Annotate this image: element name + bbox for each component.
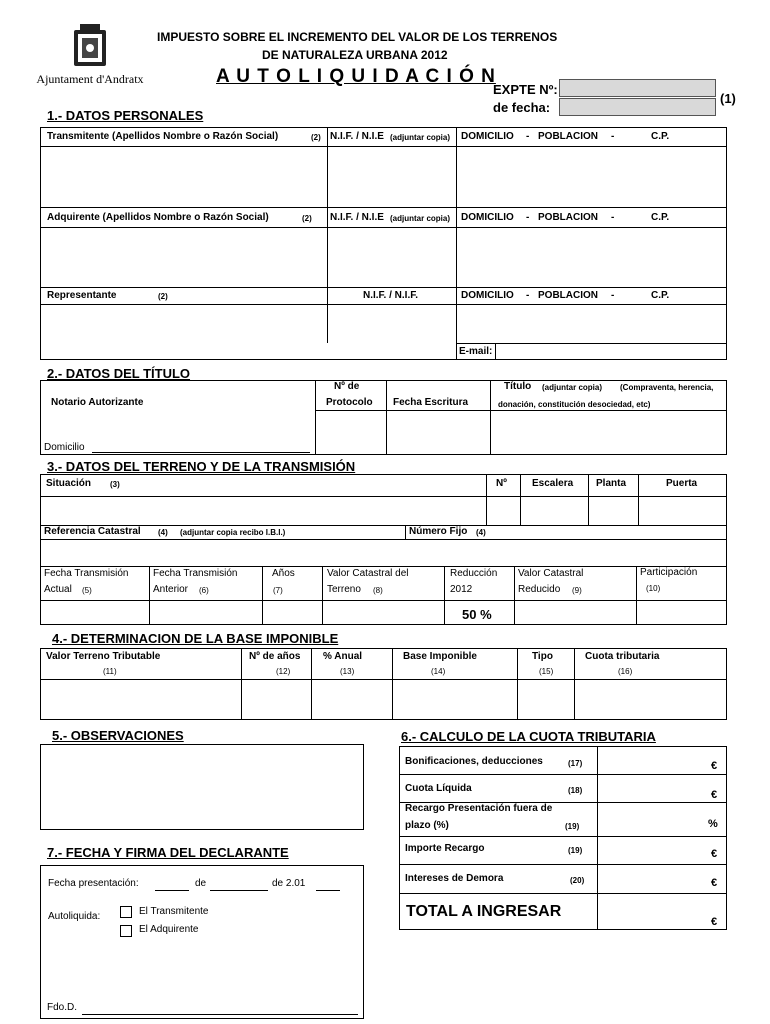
situacion-label: Situación bbox=[46, 478, 92, 489]
expte-label: EXPTE Nº: bbox=[493, 82, 558, 97]
bonificaciones-mark: (17) bbox=[568, 759, 583, 768]
cuota-tributaria-mark: (16) bbox=[618, 667, 633, 676]
intereses-mark: (20) bbox=[570, 876, 585, 885]
tipo-mark: (15) bbox=[539, 667, 554, 676]
transmitente-adjuntar: (adjuntar copia) bbox=[390, 133, 451, 142]
valor-terreno-label: Valor Terreno Tributable bbox=[46, 651, 161, 662]
pct-anual-field[interactable] bbox=[312, 680, 391, 719]
dash: - bbox=[526, 212, 530, 223]
protocolo-field[interactable] bbox=[316, 411, 385, 454]
dash: - bbox=[526, 131, 530, 142]
fecha-escritura-label: Fecha Escritura bbox=[393, 397, 469, 408]
titulo-label: Título bbox=[504, 381, 532, 392]
situacion-mark: (3) bbox=[110, 480, 120, 489]
participacion-mark: (10) bbox=[646, 584, 661, 593]
representante-name-field[interactable] bbox=[41, 305, 326, 342]
fecha-field[interactable] bbox=[559, 98, 716, 116]
adquirente-label: Adquirente (Apellidos Nombre o Razón Social) bbox=[47, 212, 269, 223]
transmitente-domicilio: DOMICILIO bbox=[461, 131, 514, 142]
n-anos-label: Nº de años bbox=[249, 651, 301, 662]
numero-label: Nº bbox=[496, 478, 507, 489]
puerta-field[interactable] bbox=[639, 497, 726, 525]
transmitente-label: Transmitente (Apellidos Nombre o Razón Social) bbox=[47, 131, 279, 142]
cuota-liquida-mark: (18) bbox=[568, 786, 583, 795]
participacion-label: Participación bbox=[640, 567, 698, 578]
domicilio-notario-line[interactable] bbox=[92, 452, 310, 453]
protocolo-label: Protocolo bbox=[326, 397, 373, 408]
total-label: TOTAL A INGRESAR bbox=[406, 903, 562, 920]
adquirente-checkbox[interactable] bbox=[120, 925, 132, 937]
valor-reducido-label1: Valor Catastral bbox=[518, 568, 584, 579]
escalera-label: Escalera bbox=[532, 478, 574, 489]
adquirente-domicilio-field[interactable] bbox=[457, 228, 726, 286]
logo bbox=[30, 20, 150, 90]
planta-label: Planta bbox=[596, 478, 627, 489]
adquirente-checkbox-label: El Adquirente bbox=[139, 924, 199, 935]
n-anos-mark: (12) bbox=[276, 667, 291, 676]
transmitente-checkbox-label: El Transmitente bbox=[139, 906, 209, 917]
fecha-actual-label1: Fecha Transmisión bbox=[44, 568, 129, 579]
adquirente-nif-field[interactable] bbox=[328, 228, 455, 286]
bonificaciones-label: Bonificaciones, deducciones bbox=[405, 756, 543, 767]
adquirente-mark: (2) bbox=[302, 214, 312, 223]
section3-title: 3.- DATOS DEL TERRENO Y DE LA TRANSMISIÓN bbox=[47, 459, 356, 474]
bonificaciones-euro: € bbox=[711, 760, 718, 772]
valor-catastral-label2: Terreno bbox=[327, 584, 361, 595]
section6-title: 6.- CALCULO DE LA CUOTA TRIBUTARIA bbox=[401, 729, 656, 744]
notario-label: Notario Autorizante bbox=[51, 397, 144, 408]
transmitente-domicilio-field[interactable] bbox=[457, 147, 726, 206]
titulo-types-line1: (Compraventa, herencia, bbox=[620, 383, 714, 392]
adquirente-poblacion: POBLACION bbox=[538, 212, 598, 223]
representante-nif-field[interactable] bbox=[328, 305, 455, 342]
recargo-field[interactable] bbox=[598, 803, 704, 835]
transmitente-nif-label: N.I.F. / N.I.E bbox=[330, 131, 384, 142]
cuota-tributaria-label: Cuota tributaria bbox=[585, 651, 660, 662]
fecha-ano-line[interactable] bbox=[316, 890, 340, 891]
section4-title: 4.- DETERMINACION DE LA BASE IMPONIBLE bbox=[52, 631, 339, 646]
base-imponible-mark: (14) bbox=[431, 667, 446, 676]
fecha-de-year-label: de 2.01 bbox=[272, 878, 306, 889]
recargo-pct: % bbox=[708, 818, 718, 830]
transmitente-cp: C.P. bbox=[651, 131, 670, 142]
anos-field[interactable] bbox=[263, 601, 321, 624]
form-title-line2: DE NATURALEZA URBANA 2012 bbox=[262, 48, 448, 62]
importe-recargo-field[interactable] bbox=[598, 837, 708, 863]
dash: - bbox=[611, 131, 615, 142]
cuota-liquida-euro: € bbox=[711, 789, 718, 801]
representante-poblacion: POBLACION bbox=[538, 290, 598, 301]
titulo-field[interactable] bbox=[491, 411, 726, 454]
section1-title: 1.- DATOS PERSONALES bbox=[47, 108, 204, 123]
ref-mark: (1) bbox=[720, 91, 736, 106]
pct-anual-mark: (13) bbox=[340, 667, 355, 676]
fecha-actual-mark: (5) bbox=[82, 586, 92, 595]
representante-domicilio-field[interactable] bbox=[457, 305, 726, 342]
fecha-anterior-label2: Anterior bbox=[153, 584, 189, 595]
numero-fijo-mark: (4) bbox=[476, 528, 486, 537]
recargo-label2: plazo (%) bbox=[405, 820, 449, 831]
valor-reducido-field[interactable] bbox=[515, 601, 635, 624]
logo-text: Ajuntament d'Andratx bbox=[36, 72, 144, 86]
observaciones-field[interactable] bbox=[40, 744, 364, 830]
total-euro: € bbox=[711, 916, 718, 928]
base-imponible-field[interactable] bbox=[393, 680, 516, 719]
firma-line[interactable] bbox=[82, 1014, 358, 1015]
reduccion-label1: Reducción bbox=[450, 568, 498, 579]
dash: - bbox=[526, 290, 530, 301]
transmitente-nif-field[interactable] bbox=[328, 147, 455, 206]
representante-domicilio: DOMICILIO bbox=[461, 290, 514, 301]
total-field[interactable] bbox=[598, 894, 708, 929]
adquirente-domicilio: DOMICILIO bbox=[461, 212, 514, 223]
n-de-label: Nº de bbox=[334, 381, 360, 392]
n-anos-field[interactable] bbox=[242, 680, 310, 719]
email-field[interactable] bbox=[497, 344, 726, 359]
valor-reducido-mark: (9) bbox=[572, 586, 582, 595]
form-title-line1: IMPUESTO SOBRE EL INCREMENTO DEL VALOR DE LOS TERRENOS bbox=[157, 30, 558, 44]
representante-cp: C.P. bbox=[651, 290, 670, 301]
representante-nif-label: N.I.F. / N.I.F. bbox=[363, 290, 419, 301]
valor-terreno-mark: (11) bbox=[103, 667, 117, 676]
autoliquida-label: Autoliquida: bbox=[48, 911, 101, 922]
valor-terreno-field[interactable] bbox=[41, 680, 240, 719]
tipo-field[interactable] bbox=[518, 680, 573, 719]
section2-title: 2.- DATOS DEL TÍTULO bbox=[47, 366, 191, 381]
importe-recargo-euro: € bbox=[711, 848, 718, 860]
adquirente-adjuntar: (adjuntar copia) bbox=[390, 214, 451, 223]
fecha-dia-line[interactable] bbox=[155, 890, 189, 891]
participacion-field[interactable] bbox=[637, 601, 726, 624]
fecha-de-label: de bbox=[195, 878, 207, 889]
notario-field[interactable] bbox=[42, 411, 314, 439]
escalera-field[interactable] bbox=[521, 497, 587, 525]
fecha-actual-field[interactable] bbox=[41, 601, 148, 624]
adquirente-cp: C.P. bbox=[651, 212, 670, 223]
fecha-escritura-field[interactable] bbox=[387, 411, 489, 454]
adquirente-name-field[interactable] bbox=[41, 228, 326, 286]
ref-catastral-field[interactable] bbox=[41, 540, 726, 566]
tipo-label: Tipo bbox=[532, 651, 553, 662]
valor-catastral-field[interactable] bbox=[323, 601, 443, 624]
fecha-anterior-mark: (6) bbox=[199, 586, 209, 595]
fecha-anterior-field[interactable] bbox=[150, 601, 261, 624]
ref-catastral-adjuntar: (adjuntar copia recibo I.B.I.) bbox=[180, 528, 286, 537]
intereses-euro: € bbox=[711, 877, 718, 889]
coat-of-arms-icon bbox=[68, 22, 112, 70]
representante-label: Representante bbox=[47, 290, 117, 301]
fecha-label: de fecha: bbox=[493, 100, 551, 115]
valor-catastral-mark: (8) bbox=[373, 586, 383, 595]
bonificaciones-field[interactable] bbox=[598, 747, 708, 773]
adquirente-nif-label: N.I.F. / N.I.E bbox=[330, 212, 384, 223]
numero-field[interactable] bbox=[487, 497, 519, 525]
fecha-actual-label2: Actual bbox=[44, 584, 72, 595]
numero-fijo-label: Número Fijo bbox=[409, 526, 468, 537]
transmitente-poblacion: POBLACION bbox=[538, 131, 598, 142]
cuota-liquida-label: Cuota Líquida bbox=[405, 783, 472, 794]
valor-catastral-label1: Valor Catastral del bbox=[327, 568, 409, 579]
titulo-types-line2: donación, constitución desociedad, etc) bbox=[498, 400, 651, 409]
pct-anual-label: % Anual bbox=[323, 651, 363, 662]
fecha-anterior-label1: Fecha Transmisión bbox=[153, 568, 238, 579]
importe-recargo-label: Importe Recargo bbox=[405, 843, 485, 854]
form-title-autoliquidacion: A U T O L I Q U I D A C I Ó N bbox=[216, 66, 496, 87]
expte-field[interactable] bbox=[559, 79, 716, 97]
planta-field[interactable] bbox=[589, 497, 637, 525]
fecha-mes-line[interactable] bbox=[210, 890, 268, 891]
email-label: E-mail: bbox=[459, 346, 493, 357]
fdo-label: Fdo.D. bbox=[47, 1002, 78, 1013]
titulo-adjuntar: (adjuntar copia) bbox=[542, 383, 603, 392]
domicilio-notario-label: Domicilio bbox=[44, 442, 85, 453]
dash: - bbox=[611, 212, 615, 223]
fecha-presentacion-label: Fecha presentación: bbox=[48, 878, 139, 889]
representante-mark: (2) bbox=[158, 292, 168, 301]
importe-recargo-mark: (19) bbox=[568, 846, 583, 855]
situacion-field[interactable] bbox=[41, 497, 485, 525]
cuota-liquida-field[interactable] bbox=[598, 775, 708, 801]
recargo-label1: Recargo Presentación fuera de bbox=[405, 803, 553, 814]
ref-catastral-mark: (4) bbox=[158, 528, 168, 537]
section5-title: 5.- OBSERVACIONES bbox=[52, 728, 184, 743]
reduccion-label2: 2012 bbox=[450, 584, 473, 595]
base-imponible-label: Base Imponible bbox=[403, 651, 477, 662]
anos-mark: (7) bbox=[273, 586, 283, 595]
valor-reducido-label2: Reducido bbox=[518, 584, 561, 595]
dash: - bbox=[611, 290, 615, 301]
intereses-field[interactable] bbox=[598, 865, 708, 892]
section7-title: 7.- FECHA Y FIRMA DEL DECLARANTE bbox=[47, 845, 289, 860]
puerta-label: Puerta bbox=[666, 478, 698, 489]
transmitente-checkbox[interactable] bbox=[120, 906, 132, 918]
intereses-label: Intereses de Demora bbox=[405, 873, 504, 884]
transmitente-mark: (2) bbox=[311, 133, 321, 142]
cuota-tributaria-field[interactable] bbox=[575, 680, 726, 719]
recargo-mark: (19) bbox=[565, 822, 580, 831]
transmitente-name-field[interactable] bbox=[41, 147, 326, 206]
ref-catastral-label: Referencia Catastral bbox=[44, 526, 141, 537]
reduccion-value: 50 % bbox=[462, 607, 492, 622]
anos-label: Años bbox=[272, 568, 295, 579]
